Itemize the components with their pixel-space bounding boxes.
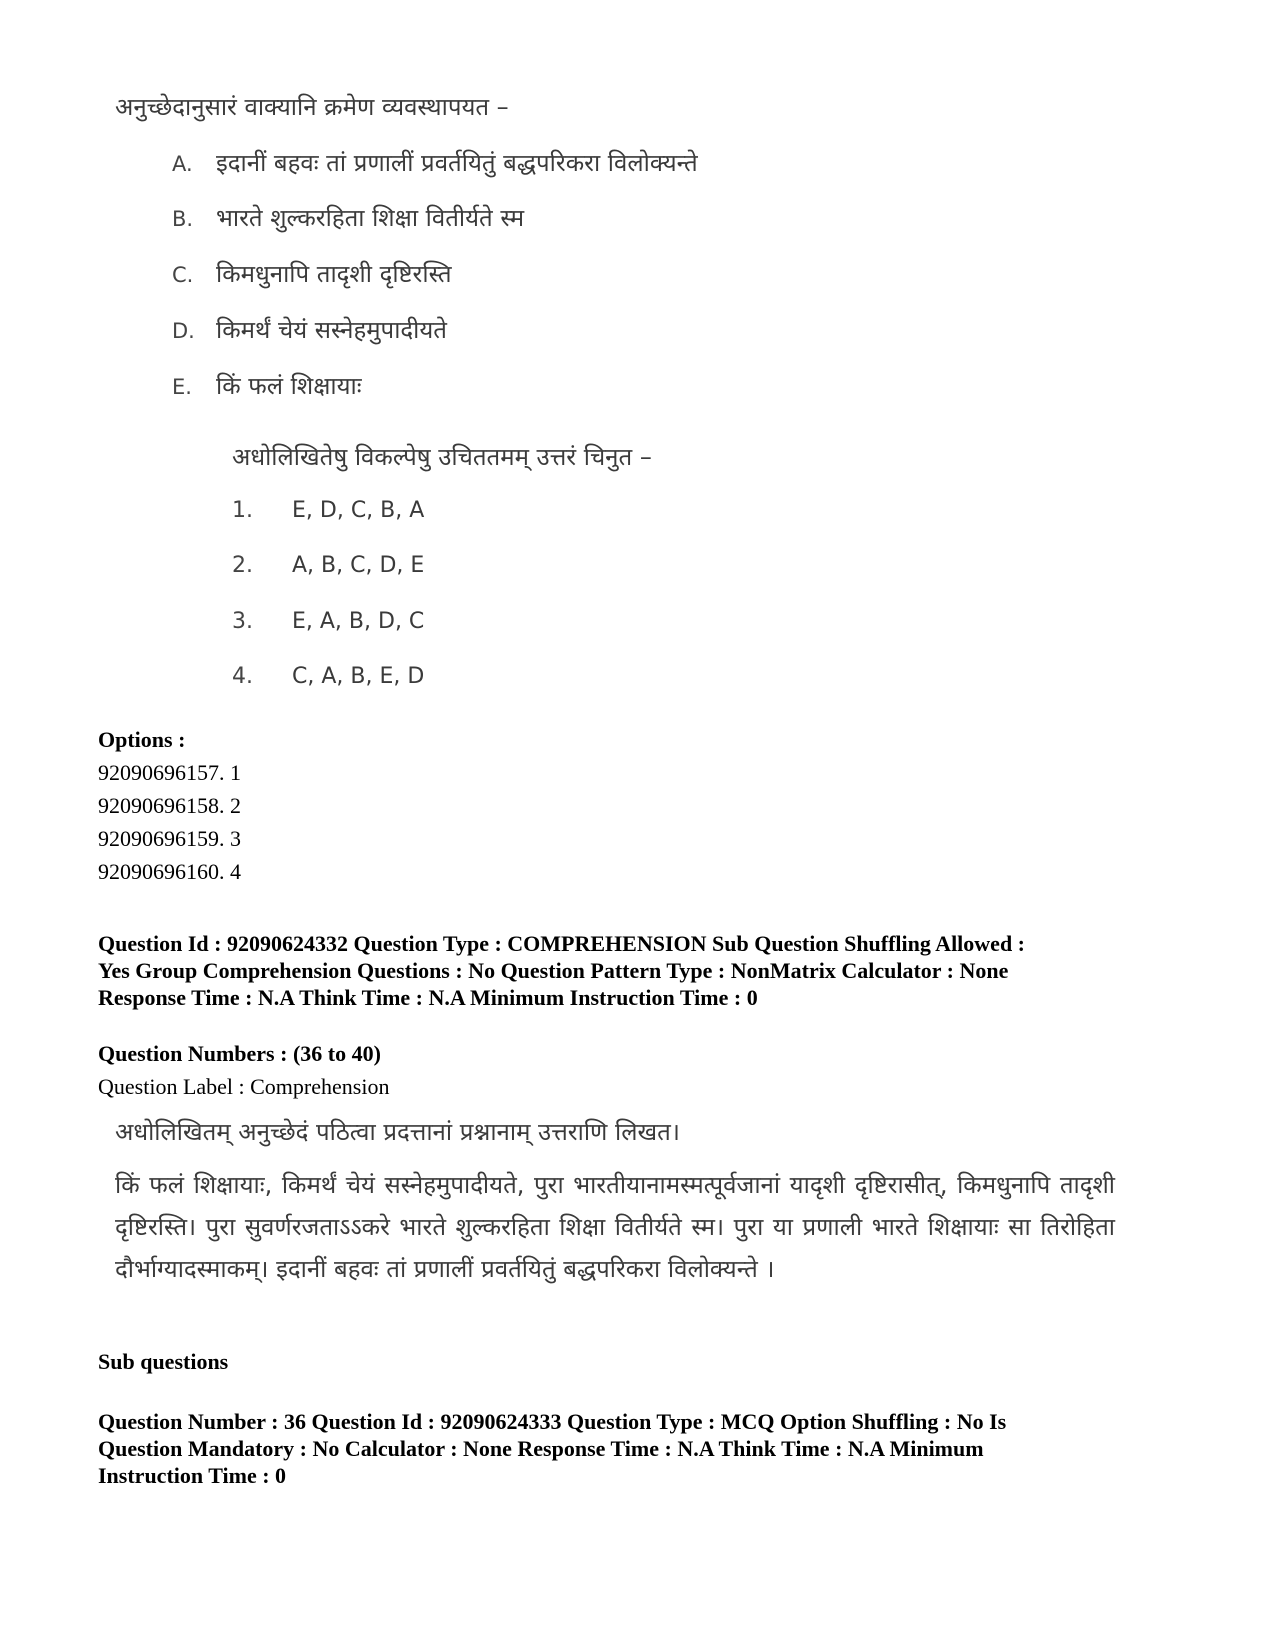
options-title: Options :	[98, 727, 186, 752]
comprehension-meta-line2: Yes Group Comprehension Questions : No Question Pattern Type : NonMatrix Calculator : None	[98, 958, 1009, 983]
answer-number: 3.	[232, 609, 253, 634]
statement-c	[172, 257, 452, 290]
question-label: Question Label : Comprehension	[98, 1074, 390, 1099]
statement-text: किमर्थं चेयं सस्नेहमुपादीयते	[216, 316, 447, 344]
statement-letter: D.	[172, 319, 195, 343]
statement-letter: A.	[172, 152, 193, 176]
answer-text: E, D, C, B, A	[292, 498, 425, 523]
statement-a	[172, 146, 698, 179]
answer-choice-3	[232, 609, 424, 634]
reorder-instruction: अनुच्छेदानुसारं वाक्यानि क्रमेण व्यवस्थापयत –	[115, 93, 509, 121]
statement-e	[172, 369, 362, 402]
comprehension-meta-line3: Response Time : N.A Think Time : N.A Minimum Instruction Time : 0	[98, 985, 758, 1010]
statement-letter: B.	[172, 207, 194, 231]
options-list	[98, 756, 241, 888]
choose-instruction: अधोलिखितेषु विकल्पेषु उचिततमम् उत्तरं चिनुत –	[232, 443, 652, 471]
passage-instruction: अधोलिखितम् अनुच्छेदं पठित्वा प्रदत्तानां प्रश्नानाम् उत्तराणि लिखत।	[115, 1118, 680, 1146]
option-item: 92090696159. 3	[98, 826, 241, 851]
statement-letter: C.	[172, 263, 194, 287]
answer-number: 2.	[232, 553, 253, 578]
sub-question-meta-line2: Question Mandatory : No Calculator : None Response Time : N.A Think Time : N.A Minimum	[98, 1436, 984, 1461]
answer-number: 4.	[232, 664, 253, 689]
statement-text: भारते शुल्करहिता शिक्षा वितीर्यते स्म	[216, 204, 525, 232]
answer-choice-2	[232, 553, 424, 578]
option-item: 92090696157. 1	[98, 760, 241, 785]
sub-questions-heading: Sub questions	[98, 1349, 229, 1374]
option-item: 92090696160. 4	[98, 859, 241, 884]
statement-b	[172, 201, 524, 234]
comprehension-meta-line1: Question Id : 92090624332 Question Type : COMPREHENSION Sub Question Shuffling Allowed :	[98, 931, 1026, 956]
question-numbers: Question Numbers : (36 to 40)	[98, 1041, 381, 1066]
answer-text: C, A, B, E, D	[292, 664, 425, 689]
statement-d	[172, 313, 447, 346]
answer-text: A, B, C, D, E	[292, 553, 425, 578]
statement-text: इदानीं बहवः तां प्रणालीं प्रवर्तयितुं बद्धपरिकरा विलोक्यन्ते	[216, 149, 698, 177]
answer-text: E, A, B, D, C	[292, 609, 425, 634]
sub-question-meta-line1: Question Number : 36 Question Id : 92090624333 Question Type : MCQ Option Shuffling : No Is	[98, 1409, 1007, 1434]
answer-number: 1.	[232, 498, 253, 523]
sub-question-meta-line3: Instruction Time : 0	[98, 1463, 287, 1488]
answer-choice-4	[232, 664, 424, 689]
statement-text: किमधुनापि तादृशी दृष्टिरस्ति	[216, 260, 452, 288]
option-item: 92090696158. 2	[98, 793, 241, 818]
answer-choice-1	[232, 498, 424, 523]
statement-letter: E.	[172, 375, 192, 399]
statement-text: किं फलं शिक्षायाः	[216, 372, 362, 400]
passage-text: किं फलं शिक्षायाः, किमर्थं चेयं सस्नेहमुपादीयते, पुरा भारतीयानामस्मत्पूर्वजानां यादृशी दृष्टिरासीत्, किमधुनापि तादृशी दृष्टिरस्ति। पुरा सुवर्णरजताऽऽकरे भारते शुल्करहिता शिक्षा वितीर्यते स्म। पुरा या प्रणाली भारते शिक्षायाः सा तिरोहिता दौर्भाग्यादस्माकम्। इदानीं बहवः तां प्रणालीं प्रवर्तयितुं बद्धपरिकरा विलोक्यन्ते ।	[115, 1171, 1115, 1283]
